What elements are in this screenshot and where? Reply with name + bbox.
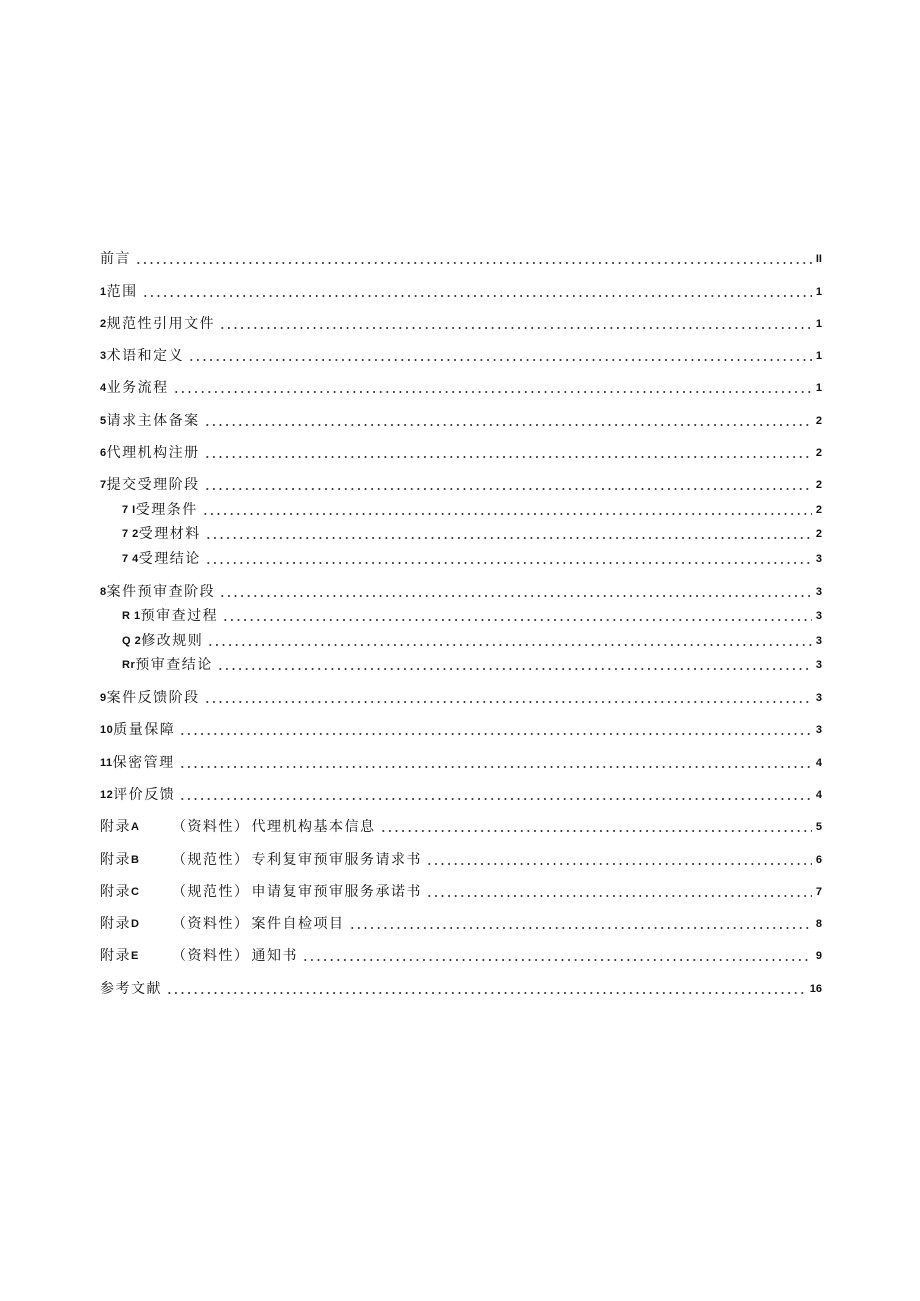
toc-entry-appendix-b[interactable] — [100, 847, 822, 869]
toc-entry-case-feedback[interactable] — [100, 685, 822, 707]
toc-entry-title: 规范性引用文件 — [106, 316, 216, 332]
toc-entry-submission-acceptance[interactable] — [100, 472, 822, 494]
toc-entry-requester-filing[interactable] — [100, 408, 822, 430]
toc-entry-title: 案件预审查阶段 — [106, 584, 216, 600]
toc-dot-leader — [179, 766, 812, 768]
toc-entry-bibliography[interactable] — [100, 976, 822, 998]
toc-page-number: 2 — [815, 479, 822, 491]
appendix-prefix: 附录 — [100, 916, 131, 932]
toc-section-number: 7 I — [122, 504, 136, 516]
toc-dot-leader — [179, 733, 812, 735]
toc-section-number: 4 — [100, 382, 107, 394]
toc-entry-title: 提交受理阶段 — [106, 477, 200, 493]
toc-page-number: 2 — [815, 504, 822, 516]
toc-section-number: Q 2 — [122, 635, 142, 647]
toc-entry-title: 受理结论 — [138, 551, 201, 567]
toc-page-number: 1 — [815, 350, 822, 362]
toc-dot-leader — [202, 513, 812, 515]
toc-entry-title: 通知书 — [251, 948, 298, 964]
toc-page-number: 2 — [815, 447, 822, 459]
toc-section-number: 10 — [100, 724, 114, 736]
toc-page-number: 1 — [815, 286, 822, 298]
toc-dot-leader — [426, 863, 812, 865]
toc-entry-pre-examination-conclusion[interactable] — [122, 652, 822, 674]
toc-dot-leader — [219, 595, 812, 597]
toc-page-number: 3 — [815, 659, 822, 671]
toc-section-number: 3 — [100, 350, 107, 362]
toc-dot-leader — [219, 327, 812, 329]
appendix-type: （资料性） — [172, 916, 250, 932]
toc-dot-leader — [205, 562, 812, 564]
toc-entry-title: 术语和定义 — [106, 348, 185, 364]
toc-entry-title: 范围 — [106, 284, 138, 300]
toc-entry-title: 代理机构基本信息 — [251, 819, 376, 835]
toc-page-number: 2 — [815, 528, 822, 540]
toc-section-number: 12 — [100, 789, 114, 801]
toc-dot-leader — [204, 488, 812, 490]
toc-page-number: 1 — [815, 318, 822, 330]
appendix-label — [100, 851, 172, 869]
toc-entry-appendix-a[interactable] — [100, 814, 822, 836]
toc-page-number: 4 — [815, 789, 822, 801]
toc-dot-leader — [188, 359, 812, 361]
toc-dot-leader — [179, 798, 812, 800]
toc-entry-pre-examination[interactable] — [100, 579, 822, 601]
toc-entry-title: 前言 — [100, 251, 131, 267]
toc-dot-leader — [166, 992, 806, 994]
toc-entry-title: 请求主体备案 — [106, 413, 200, 429]
appendix-prefix: 附录 — [100, 948, 131, 964]
toc-dot-leader — [222, 619, 812, 621]
toc-entry-appendix-c[interactable] — [100, 879, 822, 901]
toc-section-number: 7 — [100, 479, 107, 491]
toc-entry-pre-examination-process[interactable] — [122, 603, 822, 625]
toc-page-number: 16 — [809, 983, 822, 995]
toc-page-number: 3 — [815, 610, 822, 622]
toc-section-number: R 1 — [122, 610, 141, 622]
toc-dot-leader — [207, 644, 812, 646]
appendix-type: （规范性） — [172, 884, 250, 900]
appendix-prefix: 附录 — [100, 852, 131, 868]
toc-dot-leader — [135, 262, 812, 264]
appendix-letter: D — [131, 918, 139, 930]
toc-entry-title: 案件自检项目 — [251, 916, 345, 932]
toc-page-number: 6 — [815, 854, 822, 866]
toc-section-number: 5 — [100, 415, 107, 427]
toc-section-number: 7 2 — [122, 528, 139, 540]
toc-dot-leader — [173, 391, 812, 393]
toc-dot-leader — [349, 927, 812, 929]
toc-entry-acceptance-materials[interactable] — [122, 521, 822, 543]
toc-entry-title: 业务流程 — [106, 380, 169, 396]
toc-entry-terms-definitions[interactable] — [100, 343, 822, 365]
appendix-letter: E — [131, 950, 139, 962]
toc-dot-leader — [204, 701, 812, 703]
toc-dot-leader — [426, 895, 812, 897]
toc-page-number: 3 — [815, 724, 822, 736]
toc-entry-evaluation-feedback[interactable] — [100, 782, 822, 804]
toc-entry-title: 保密管理 — [112, 755, 175, 771]
toc-entry-title: 受理条件 — [135, 502, 198, 518]
toc-entry-appendix-d[interactable] — [100, 911, 822, 933]
toc-entry-agency-registration[interactable] — [100, 440, 822, 462]
toc-dot-leader — [217, 668, 812, 670]
toc-section-number: Rr — [122, 659, 136, 671]
appendix-prefix: 附录 — [100, 884, 131, 900]
toc-section-number: 1 — [100, 286, 107, 298]
toc-section-number: 8 — [100, 586, 107, 598]
appendix-prefix: 附录 — [100, 819, 131, 835]
toc-entry-business-process[interactable] — [100, 375, 822, 397]
toc-entry-scope[interactable] — [100, 279, 822, 301]
toc-dot-leader — [204, 424, 812, 426]
appendix-letter: B — [131, 854, 139, 866]
appendix-letter: C — [131, 886, 139, 898]
toc-dot-leader — [380, 830, 812, 832]
toc-page-number: 2 — [815, 415, 822, 427]
toc-entry-normative-references[interactable] — [100, 311, 822, 333]
toc-page-number: 3 — [815, 635, 822, 647]
appendix-label — [100, 883, 172, 901]
toc-entry-acceptance-conditions[interactable] — [122, 497, 822, 519]
toc-page-number: 7 — [815, 886, 822, 898]
toc-entry-title: 预审查过程 — [140, 608, 219, 624]
toc-page-number: 1 — [815, 382, 822, 394]
toc-entry-title: 案件反馈阶段 — [106, 690, 200, 706]
toc-dot-leader — [205, 537, 812, 539]
toc-page-number: 9 — [815, 950, 822, 962]
toc-entry-title: 申请复审预审服务承诺书 — [251, 884, 422, 900]
toc-dot-leader — [142, 295, 812, 297]
toc-page-number: 5 — [815, 821, 822, 833]
toc-entry-title: 预审查结论 — [135, 657, 213, 673]
appendix-type: （资料性） — [172, 948, 250, 964]
toc-entry-title: 评价反馈 — [113, 787, 176, 803]
toc-dot-leader — [204, 456, 812, 458]
toc-page-number: 4 — [815, 757, 822, 769]
appendix-label — [100, 818, 172, 836]
toc-entry-title: 专利复审预审服务请求书 — [251, 852, 422, 868]
toc-section-number: 9 — [100, 692, 107, 704]
appendix-letter: A — [131, 821, 139, 833]
appendix-label — [100, 947, 172, 965]
appendix-label — [100, 915, 172, 933]
toc-entry-appendix-e[interactable] — [100, 943, 822, 965]
toc-entry-confidentiality[interactable] — [100, 750, 822, 772]
toc-entry-title: 代理机构注册 — [106, 445, 200, 461]
toc-entry-acceptance-conclusion[interactable] — [122, 546, 822, 568]
toc-entry-title: 修改规则 — [141, 633, 204, 649]
toc-entry-title: 受理材料 — [138, 526, 201, 542]
toc-section-number: 6 — [100, 447, 107, 459]
toc-page-number: 8 — [815, 918, 822, 930]
toc-entry-modification-rules[interactable] — [122, 628, 822, 650]
toc-entry-title: 参考文献 — [100, 981, 162, 997]
toc-page-number: 3 — [815, 692, 822, 704]
toc-section-number: 11 — [100, 757, 113, 769]
toc-page-number: 3 — [815, 553, 822, 565]
toc-entry-quality-assurance[interactable] — [100, 717, 822, 739]
appendix-type: （规范性） — [172, 852, 250, 868]
toc-page-number: 3 — [815, 586, 822, 598]
toc-page-number: II — [815, 253, 822, 265]
toc-dot-leader — [302, 959, 812, 961]
toc-entry-preface[interactable] — [100, 246, 822, 268]
toc-section-number: 7 4 — [122, 553, 139, 565]
toc-section-number: 2 — [100, 318, 107, 330]
appendix-type: （资料性） — [172, 819, 250, 835]
toc-entry-title: 质量保障 — [113, 722, 176, 738]
